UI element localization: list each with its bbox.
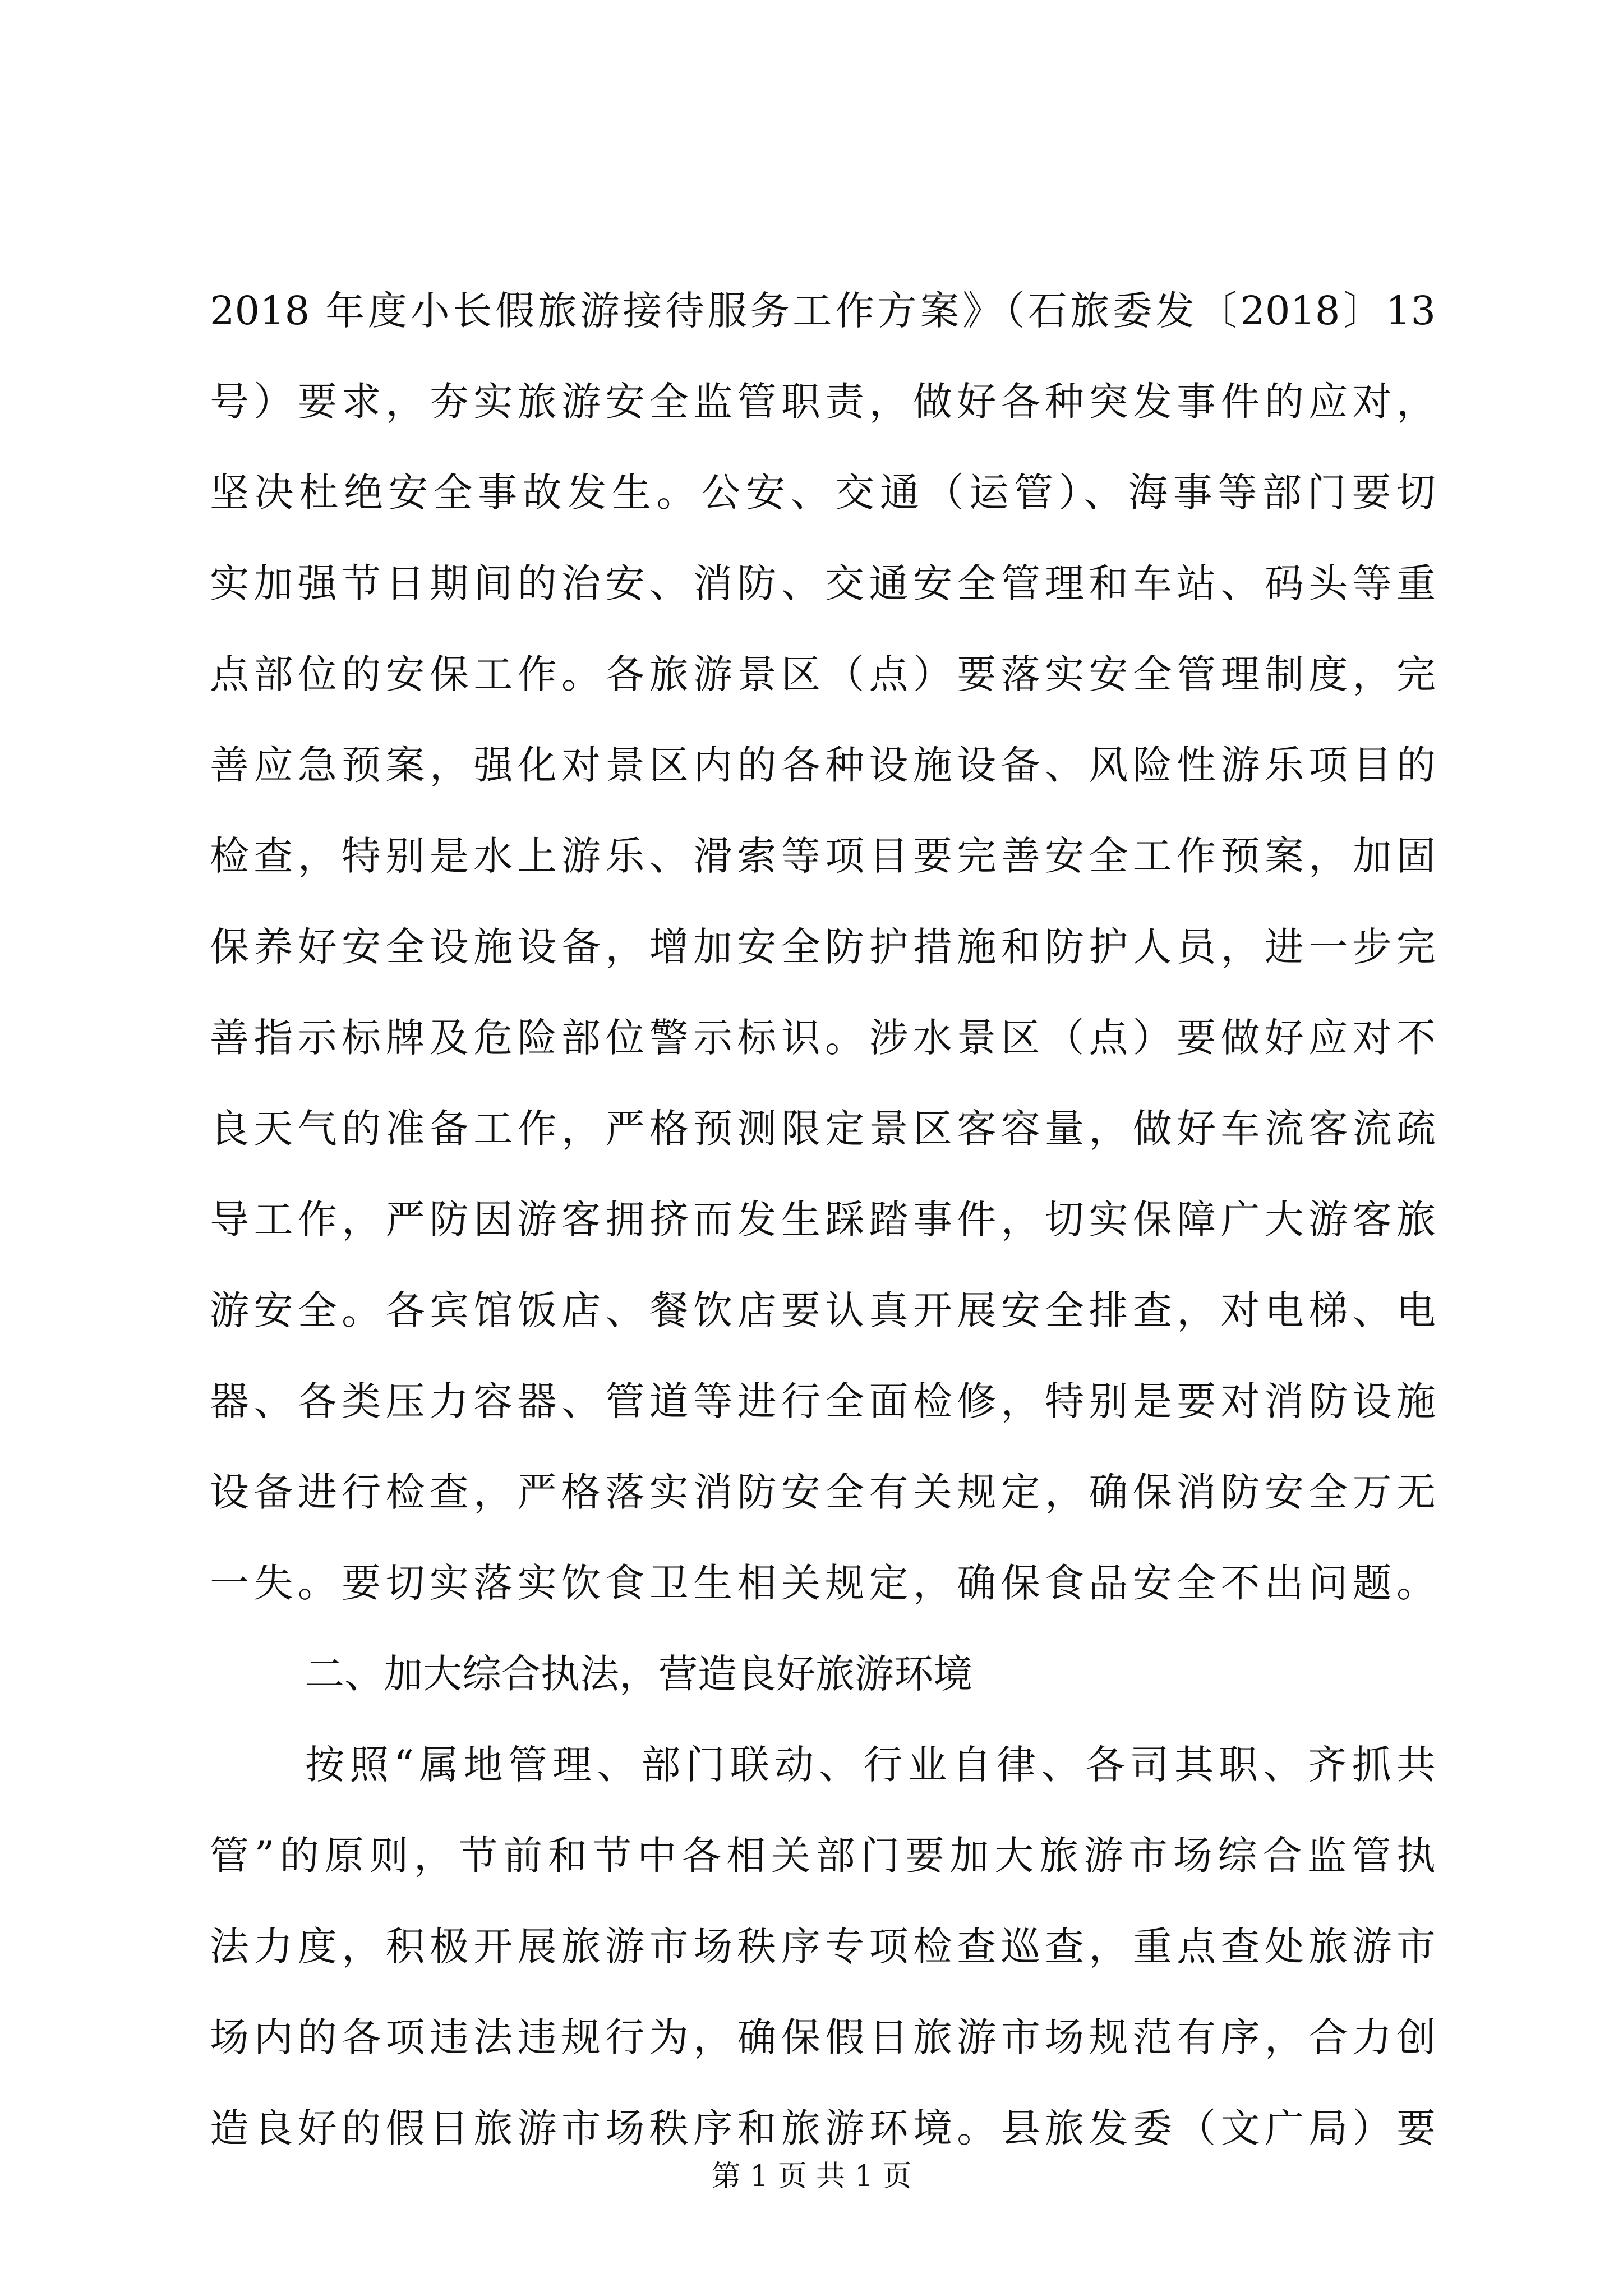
document-body	[210, 265, 1436, 2174]
page-number-footer: 第 1 页 共 1 页	[711, 2160, 912, 2193]
text-line: 良天气的准备工作，严格预测限定景区客容量，做好车流客流疏	[210, 1106, 1436, 1152]
text-line: 场内的各项违法违规行为，确保假日旅游市场规范有序，合力创	[210, 2014, 1436, 2060]
text-line: 造良好的假日旅游市场秩序和旅游环境。县旅发委（文广局）要	[210, 2105, 1436, 2151]
text-line: 导工作，严防因游客拥挤而发生踩踏事件，切实保障广大游客旅	[210, 1197, 1436, 1243]
text-line: 游安全。各宾馆饭店、餐饮店要认真开展安全排查，对电梯、电	[210, 1287, 1436, 1333]
text-line: 按照“属地管理、部门联动、行业自律、各司其职、齐抓共	[305, 1742, 1436, 1788]
text-line: 善指示标牌及危险部位警示标识。涉水景区（点）要做好应对不	[210, 1015, 1436, 1061]
text-line: 2018 年度小长假旅游接待服务工作方案》（石旅委发〔2018〕13	[210, 288, 1436, 334]
text-line: 器、各类压力容器、管道等进行全面检修，特别是要对消防设施	[210, 1378, 1436, 1424]
text-line: 善应急预案，强化对景区内的各种设施设备、风险性游乐项目的	[210, 742, 1436, 788]
text-line: 号）要求，夯实旅游安全监管职责，做好各种突发事件的应对，	[210, 379, 1436, 425]
text-line: 管”的原则，节前和节中各相关部门要加大旅游市场综合监管执	[210, 1833, 1436, 1879]
text-line: 保养好安全设施设备，增加安全防护措施和防护人员，进一步完	[210, 924, 1436, 970]
text-line: 实加强节日期间的治安、消防、交通安全管理和车站、码头等重	[210, 560, 1436, 606]
text-line: 法力度，积极开展旅游市场秩序专项检查巡查，重点查处旅游市	[210, 1924, 1436, 1970]
section-heading: 二、加大综合执法，营造良好旅游环境	[305, 1651, 972, 1697]
text-line: 检查，特别是水上游乐、滑索等项目要完善安全工作预案，加固	[210, 833, 1436, 879]
text-line: 一失。要切实落实饮食卫生相关规定，确保食品安全不出问题。	[210, 1560, 1436, 1606]
text-line: 点部位的安保工作。各旅游景区（点）要落实安全管理制度，完	[210, 651, 1436, 697]
text-line: 设备进行检查，严格落实消防安全有关规定，确保消防安全万无	[210, 1469, 1436, 1515]
text-line: 坚决杜绝安全事故发生。公安、交通（运管）、海事等部门要切	[210, 470, 1436, 516]
